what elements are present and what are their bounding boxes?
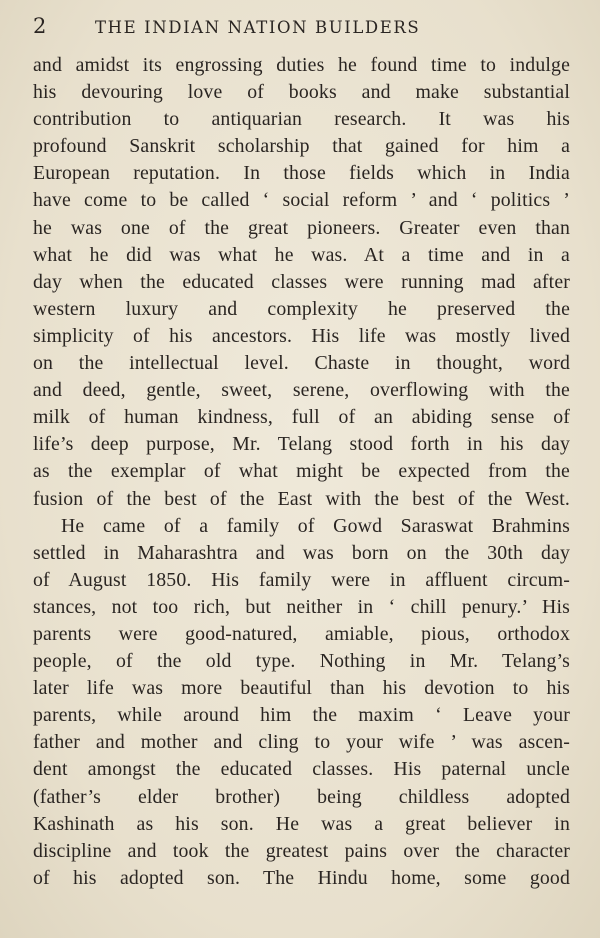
text-line: and deed, gentle, sweet, serene, overflowing with the — [33, 379, 570, 402]
paragraph-1 — [33, 52, 570, 513]
text-line: parents, while around him the maxim ‘ Leave your — [33, 704, 570, 727]
text-line: settled in Maharashtra and was born on the 30th day — [33, 541, 570, 564]
text-line: western luxury and complexity he preserved the — [33, 297, 570, 320]
text-line: Kashinath as his son. He was a great believer in — [33, 812, 570, 835]
text-line: European reputation. In those fields which in India — [33, 162, 570, 185]
running-title: THE INDIAN NATION BUILDERS — [95, 18, 421, 37]
text-line: and amidst its engrossing duties he found time to indulge — [33, 54, 570, 76]
text-line: He came of a family of Gowd Saraswat Brahmins — [61, 514, 570, 537]
body-text — [33, 52, 570, 892]
text-line: life’s deep purpose, Mr. Telang stood forth in his day — [33, 433, 570, 456]
text-line: simplicity of his ancestors. His life was mostly lived — [33, 324, 570, 347]
page-number: 2 — [33, 14, 47, 38]
text-line: profound Sanskrit scholarship that gained for him a — [33, 135, 570, 158]
text-line: contribution to antiquarian research. It was his — [33, 108, 570, 131]
text-line: on the intellectual level. Chaste in thought, word — [33, 352, 570, 375]
paragraph-2 — [33, 513, 570, 892]
running-head — [33, 14, 570, 44]
text-line: later life was more beautiful than his devotion to his — [33, 677, 570, 700]
text-line: father and mother and cling to your wife ’ was ascen- — [33, 731, 570, 754]
text-line: stances, not too rich, but neither in ‘ chill penury.’ His — [33, 595, 570, 618]
text-line: parents were good-natured, amiable, pious, orthodox — [33, 622, 570, 645]
text-line: milk of human kindness, full of an abiding sense of — [33, 406, 570, 429]
text-line: day when the educated classes were running mad after — [33, 270, 570, 293]
text-line: of his adopted son. The Hindu home, some good — [33, 866, 570, 889]
text-line: people, of the old type. Nothing in Mr. Telang’s — [33, 650, 570, 673]
text-line: have come to be called ‘ social reform ’ and ‘ politics ’ — [33, 189, 570, 212]
text-line: as the exemplar of what might be expected from the — [33, 460, 570, 483]
text-line: (father’s elder brother) being childless adopted — [33, 785, 570, 808]
text-line: discipline and took the greatest pains over the character — [33, 839, 570, 862]
text-line: fusion of the best of the East with the best of the West. — [33, 487, 570, 510]
text-line: his devouring love of books and make substantial — [33, 81, 570, 104]
text-line: dent amongst the educated classes. His paternal uncle — [33, 758, 570, 781]
text-line: he was one of the great pioneers. Greater even than — [33, 216, 570, 239]
text-line: what he did was what he was. At a time and in a — [33, 243, 570, 266]
text-line: of August 1850. His family were in affluent circum- — [33, 568, 570, 591]
